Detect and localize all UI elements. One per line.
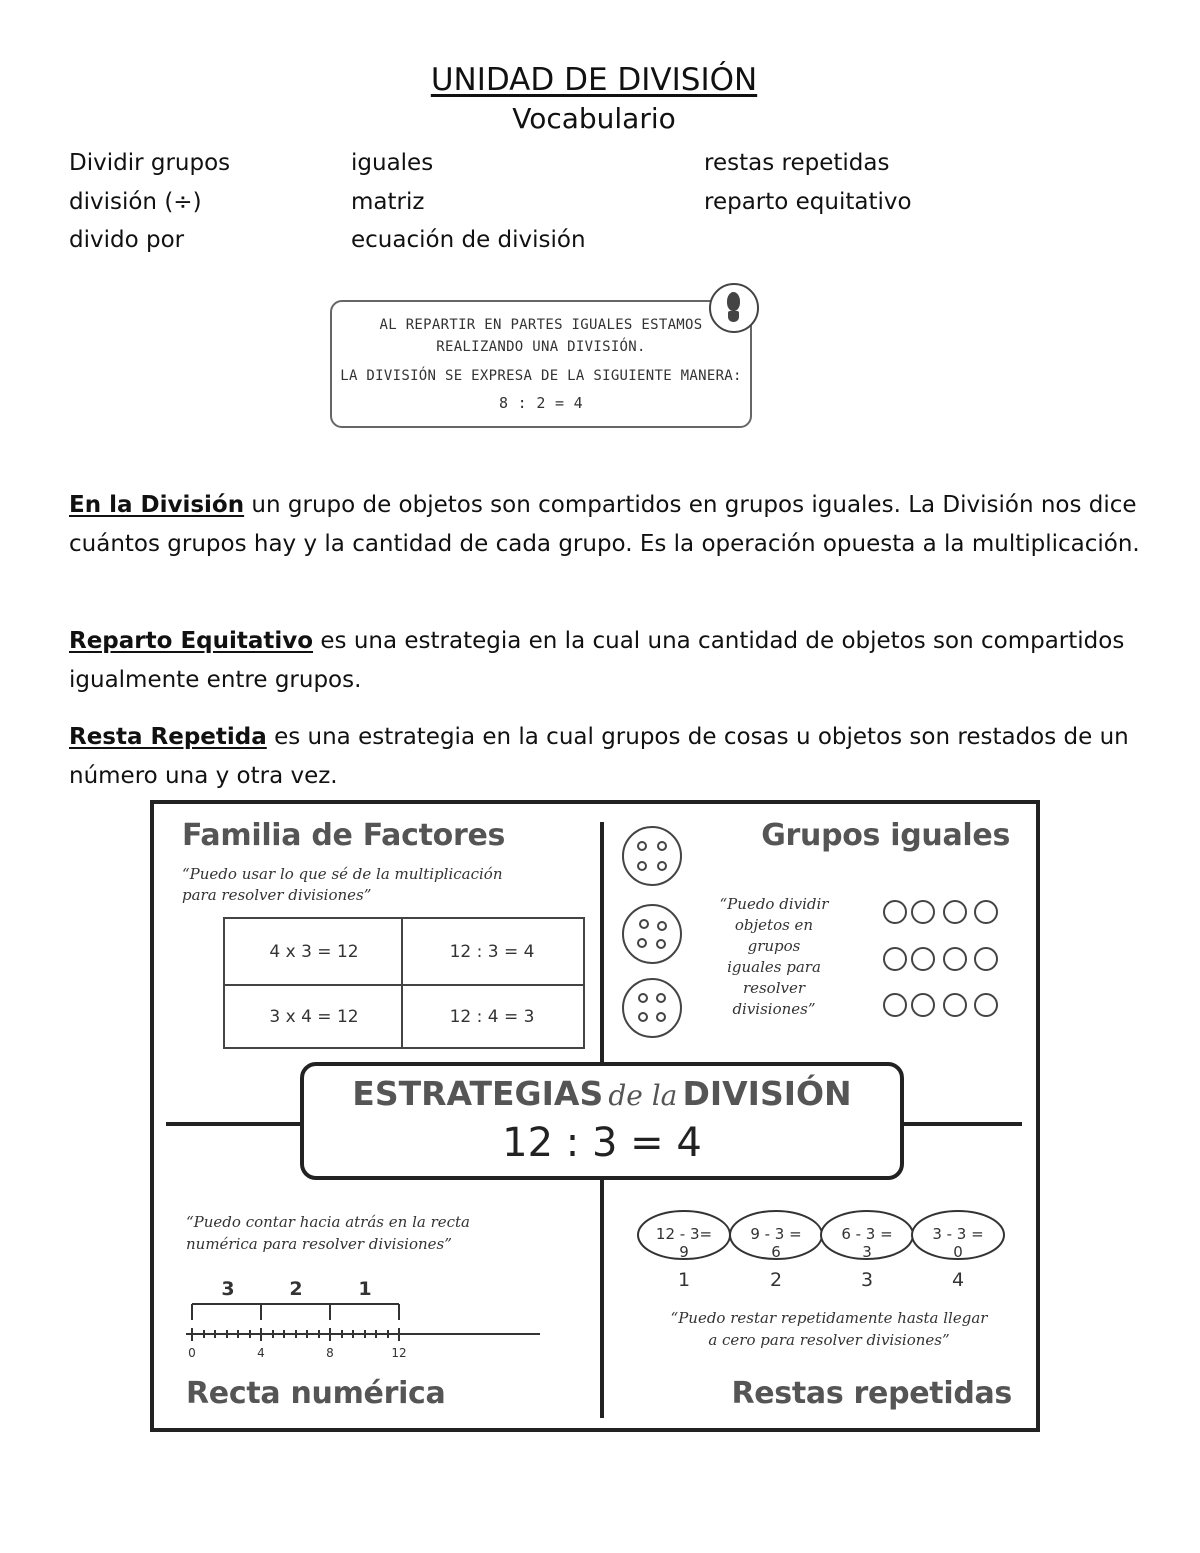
definition-term: Reparto Equitativo [69, 628, 314, 654]
vocab-term: división (÷) [69, 188, 202, 215]
page-subtitle: Vocabulario [512, 102, 676, 135]
definition-text: es una estrategia en la cual una cantidad de objetos son compartidos igualmente entre grupos. [69, 628, 1125, 693]
step-label: 4 [951, 1269, 965, 1291]
note-line: AL REPARTIR EN PARTES IGUALES ESTAMOS [379, 317, 703, 333]
subtraction-quote-line2: a cero para resolver divisiones” [708, 1331, 950, 1349]
step-label: 3 [860, 1269, 874, 1291]
fact-family-cell: 4 x 3 = 12 [269, 942, 359, 962]
tick-label: 12 [391, 1346, 407, 1360]
vocabulary-column-1 [69, 144, 230, 260]
definition-text: es una estrategia en la cual grupos de cosas u objetos son restados de un número una y otra vez. [69, 724, 1129, 789]
subtraction-item: 6 - 3 = 3 [841, 1225, 893, 1261]
equal-groups-quote-line: resolver [742, 979, 806, 997]
fact-family-quote-line1: “Puedo usar lo que sé de la multiplicación [182, 865, 503, 883]
vocab-term: ecuación de división [351, 227, 586, 253]
number-line-quote-line2: numérica para resolver divisiones” [186, 1235, 452, 1253]
equal-groups-quote-line: divisiones” [732, 1000, 816, 1018]
tick-label: 0 [188, 1346, 196, 1360]
number-line-quote-line1: “Puedo contar hacia atrás en la recta [186, 1213, 470, 1231]
subtraction-item: 12 - 3= 9 [655, 1225, 713, 1261]
fact-family-cell: 3 x 4 = 12 [269, 1007, 359, 1027]
subtraction-quote-line1: “Puedo restar repetidamente hasta llegar [670, 1309, 988, 1327]
definition-term: Resta Repetida [69, 724, 267, 750]
banner-title-a: ESTRATEGIAS [352, 1074, 604, 1113]
note-line: LA DIVISIÓN SE EXPRESA DE LA SIGUIENTE MANERA: [340, 368, 742, 384]
vocab-term: matriz [351, 188, 425, 215]
equal-groups-quote-line: “Puedo dividir [719, 895, 829, 913]
equal-groups-plates [623, 827, 681, 1037]
page-title: UNIDAD DE DIVISIÓN [430, 62, 758, 98]
vocabulary-column-2 [351, 144, 586, 260]
vocab-term: divido por [69, 227, 185, 253]
vocab-term: iguales [351, 150, 434, 176]
fact-family-quote-line2: para resolver divisiones” [182, 886, 372, 904]
jump-label: 2 [289, 1278, 303, 1300]
note-equation: 8 : 2 = 4 [499, 394, 583, 412]
equal-groups-quote-line: iguales para [727, 958, 821, 976]
vocab-term: reparto equitativo [704, 188, 912, 215]
number-line [186, 1328, 540, 1341]
tick-label: 4 [257, 1346, 265, 1360]
vocab-term: restas repetidas [704, 150, 890, 176]
fact-family-cell: 12 : 3 = 4 [449, 942, 535, 962]
vocabulary-column-3 [704, 144, 912, 221]
division-note-box [330, 300, 752, 428]
fact-family-heading: Familia de Factores [182, 818, 506, 853]
empty-circles-grid [884, 901, 997, 1016]
division-strategies-poster [150, 800, 1040, 1432]
banner-equation: 12 : 3 = 4 [502, 1120, 702, 1166]
definition-division [69, 486, 1149, 563]
equal-groups-heading: Grupos iguales [761, 818, 1010, 853]
subtraction-heading: Restas repetidas [731, 1376, 1012, 1411]
tick-label: 8 [326, 1346, 334, 1360]
definition-repeated-subtraction [69, 718, 1149, 795]
banner-title [302, 1074, 902, 1113]
note-line: REALIZANDO UNA DIVISIÓN. [436, 339, 646, 355]
subtraction-item: 9 - 3 = 6 [750, 1225, 802, 1261]
definition-term: En la División [69, 492, 245, 518]
equal-groups-quote-line: objetos en [734, 916, 814, 934]
subtraction-item: 3 - 3 = 0 [932, 1225, 984, 1261]
fact-family-cell: 12 : 4 = 3 [449, 1007, 535, 1027]
step-label: 1 [677, 1269, 691, 1291]
jump-label: 3 [221, 1278, 235, 1300]
banner-title-b: DIVISIÓN [682, 1074, 852, 1113]
equal-groups-quote-line: grupos [747, 937, 801, 955]
definition-equal-sharing [69, 622, 1149, 699]
number-line-heading: Recta numérica [186, 1376, 446, 1411]
equal-groups-quote [706, 894, 842, 1020]
banner-title-de-la: de la [608, 1079, 678, 1112]
lightbulb-icon [709, 283, 759, 333]
step-label: 2 [769, 1269, 783, 1291]
fact-family-table [224, 918, 584, 1048]
vocab-term: Dividir grupos [69, 150, 231, 176]
jump-label: 1 [358, 1278, 372, 1300]
number-line-jumps [192, 1304, 399, 1320]
definition-text: un grupo de objetos son compartidos en grupos iguales. La División nos dice cuántos grupos hay y la cantidad de cada grupo. Es la operación opuesta a la multiplicación. [69, 492, 1140, 557]
